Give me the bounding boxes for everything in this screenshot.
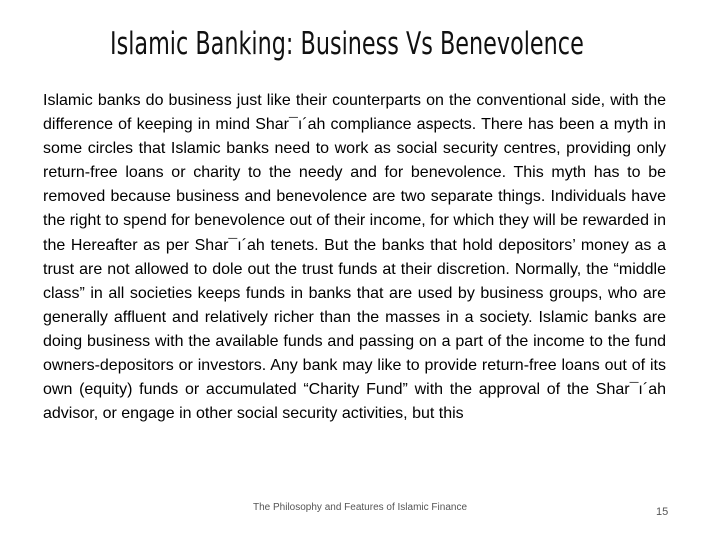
slide-title: Islamic Banking: Business Vs Benevolence bbox=[110, 26, 584, 62]
page-number: 15 bbox=[656, 506, 669, 518]
slide-body-text: Islamic banks do business just like their counterparts on the conventional side, with the difference of keeping in mind Shar¯ı´ah compliance aspects. There has been a myth in some circles that Islamic banks need to work as social security centres, providing only return-free loans or charity to the needy and for benevolence. This myth has to be removed because business and benevolence are two separate things. Individuals have the right to spend for benevolence out of their income, for which they will be rewarded in the Hereafter as per Shar¯ı´ah tenets. But the banks that hold depositors’ money as a trust are not allowed to dole out the trust funds at their discretion. Normally, the “middle class” in all societies keeps funds in banks that are used by business groups, who are generally affluent and relatively richer than the masses in a society. Islamic banks are doing business with the available funds and passing on a part of the income to the fund owners-depositors or investors. Any bank may like to provide return-free loans out of its own (equity) funds or accumulated “Charity Fund” with the approval of the Shar¯ı´ah advisor, or engage in other social security activities, but this bbox=[43, 92, 666, 423]
slide-footer: The Philosophy and Features of Islamic Finance bbox=[253, 502, 467, 513]
